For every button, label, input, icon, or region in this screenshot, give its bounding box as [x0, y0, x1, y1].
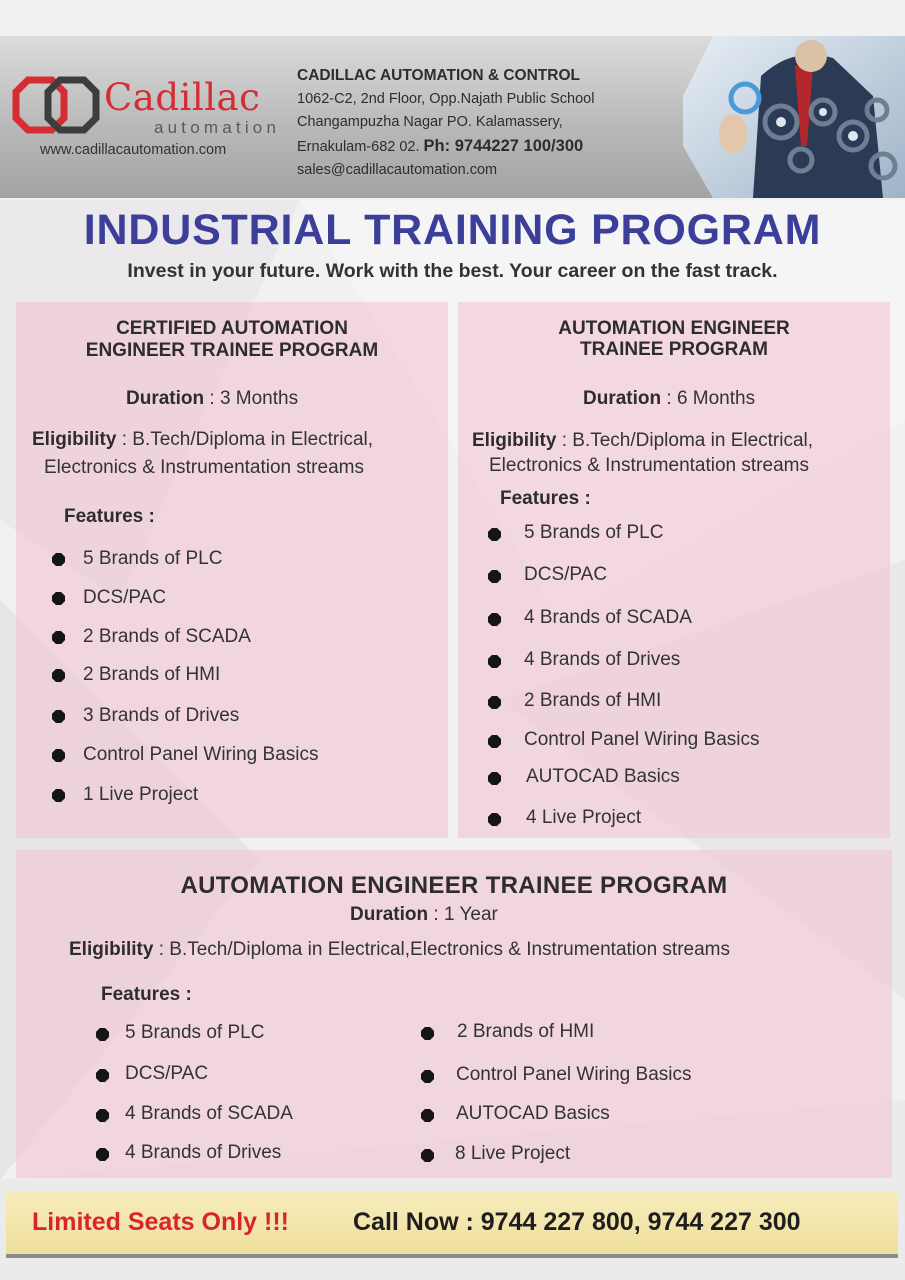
phone-number[interactable]: Ph: 9744227 100/300	[423, 136, 584, 155]
duration-label: Duration	[583, 388, 662, 409]
program-panel-1-year	[16, 850, 892, 1178]
program2-feature-item: Control Panel Wiring Basics	[524, 729, 760, 750]
bullet-icon	[52, 592, 65, 605]
businessman-gears-image	[683, 36, 905, 198]
bullet-icon	[52, 631, 65, 644]
bullet-icon	[488, 570, 501, 583]
program3-feature-item: 4 Brands of Drives	[125, 1142, 282, 1163]
duration-label: Duration	[126, 388, 205, 409]
program3-feature-item: 5 Brands of PLC	[125, 1022, 265, 1043]
bullet-icon	[488, 772, 501, 785]
program3-features-title: Features :	[101, 984, 192, 1005]
program1-feature-item: 5 Brands of PLC	[83, 548, 223, 569]
bullet-icon	[488, 813, 501, 826]
header-banner	[0, 36, 905, 198]
program3-feature-item: 8 Live Project	[455, 1143, 571, 1164]
program1-eligibility	[32, 429, 373, 451]
program2-eligibility-line2: Electronics & Instrumentation streams	[489, 455, 809, 476]
program2-feature-item: 4 Brands of SCADA	[524, 607, 692, 628]
program1-title-line1: CERTIFIED AUTOMATION	[116, 318, 348, 339]
bullet-icon	[488, 735, 501, 748]
program2-feature-item: DCS/PAC	[524, 564, 608, 585]
bullet-icon	[96, 1109, 109, 1122]
call-now-numbers[interactable]: Call Now : 9744 227 800, 9744 227 300	[353, 1208, 801, 1236]
program1-title-line2: ENGINEER TRAINEE PROGRAM	[85, 340, 379, 361]
program2-duration	[583, 388, 755, 410]
tagline: Invest in your future. Work with the best. Your career on the fast track.	[127, 260, 778, 282]
bullet-icon	[421, 1149, 434, 1162]
program1-feature-item: Control Panel Wiring Basics	[83, 744, 319, 765]
bullet-icon	[52, 789, 65, 802]
bullet-icon	[488, 655, 501, 668]
duration-value: : 6 Months	[661, 388, 756, 409]
eligibility-value: : B.Tech/Diploma in Electrical,	[556, 430, 814, 451]
program2-feature-item: 5 Brands of PLC	[524, 522, 664, 543]
bullet-icon	[488, 696, 501, 709]
program1-feature-item: 2 Brands of HMI	[83, 664, 221, 685]
program3-feature-item: DCS/PAC	[125, 1063, 209, 1084]
program3-feature-item: 2 Brands of HMI	[457, 1021, 595, 1042]
program2-eligibility	[472, 430, 813, 452]
main-title: INDUSTRIAL TRAINING PROGRAM	[83, 206, 822, 254]
duration-label: Duration	[350, 904, 429, 925]
bullet-icon	[488, 528, 501, 541]
program3-duration	[350, 904, 498, 926]
program2-feature-item: AUTOCAD Basics	[526, 766, 680, 787]
bullet-icon	[52, 749, 65, 762]
bullet-icon	[421, 1109, 434, 1122]
duration-value: : 1 Year	[428, 904, 498, 925]
bullet-icon	[96, 1069, 109, 1082]
program2-feature-item: 2 Brands of HMI	[524, 690, 662, 711]
address-line-2: Changampuzha Nagar PO. Kalamassery,	[297, 114, 563, 130]
limited-seats-text: Limited Seats Only !!!	[32, 1208, 289, 1236]
bullet-icon	[52, 669, 65, 682]
program2-feature-item: 4 Live Project	[526, 807, 642, 828]
eligibility-value: : B.Tech/Diploma in Electrical,Electronics & Instrumentation streams	[153, 939, 731, 960]
program3-title: AUTOMATION ENGINEER TRAINEE PROGRAM	[180, 872, 728, 899]
email-address[interactable]: sales@cadillacautomation.com	[297, 162, 498, 178]
program1-feature-item: 1 Live Project	[83, 784, 199, 805]
program1-features-title: Features :	[64, 506, 155, 527]
program1-duration	[126, 388, 298, 410]
eligibility-label: Eligibility	[69, 939, 154, 960]
program-panel-6-months	[458, 302, 890, 838]
brand-subtitle: automation	[154, 118, 281, 137]
program3-feature-item: AUTOCAD Basics	[456, 1103, 610, 1124]
program1-feature-item: 3 Brands of Drives	[83, 705, 240, 726]
bullet-icon	[96, 1028, 109, 1041]
cadillac-logo-icon	[12, 76, 100, 134]
bullet-icon	[52, 710, 65, 723]
program2-title-line1: AUTOMATION ENGINEER	[558, 318, 790, 339]
company-contact	[297, 64, 594, 183]
bullet-icon	[52, 553, 65, 566]
eligibility-value: : B.Tech/Diploma in Electrical,	[116, 429, 374, 450]
address-city: Ernakulam-682 02.	[297, 138, 420, 155]
eligibility-label: Eligibility	[472, 430, 557, 451]
bullet-icon	[488, 613, 501, 626]
program2-title-line2: TRAINEE PROGRAM	[580, 339, 768, 360]
address-line-1: 1062-C2, 2nd Floor, Opp.Najath Public School	[297, 90, 595, 107]
website-link[interactable]: www.cadillacautomation.com	[40, 142, 227, 158]
program2-feature-item: 4 Brands of Drives	[524, 649, 681, 670]
footer-banner	[6, 1191, 898, 1258]
company-name: CADILLAC AUTOMATION & CONTROL	[297, 67, 580, 84]
program1-feature-item: DCS/PAC	[83, 587, 167, 608]
duration-value: : 3 Months	[204, 388, 299, 409]
program3-feature-item: 4 Brands of SCADA	[125, 1103, 293, 1124]
program3-feature-item: Control Panel Wiring Basics	[456, 1064, 692, 1085]
brand-name: Cadillac	[104, 76, 261, 119]
bullet-icon	[421, 1070, 434, 1083]
program-panel-3-months	[16, 302, 448, 838]
address-line-3	[297, 135, 594, 160]
program1-feature-item: 2 Brands of SCADA	[83, 626, 251, 647]
bullet-icon	[421, 1027, 434, 1040]
program3-eligibility	[69, 939, 730, 961]
eligibility-label: Eligibility	[32, 429, 117, 450]
bullet-icon	[96, 1148, 109, 1161]
program1-eligibility-line2: Electronics & Instrumentation streams	[44, 457, 364, 478]
program2-features-title: Features :	[500, 488, 591, 509]
